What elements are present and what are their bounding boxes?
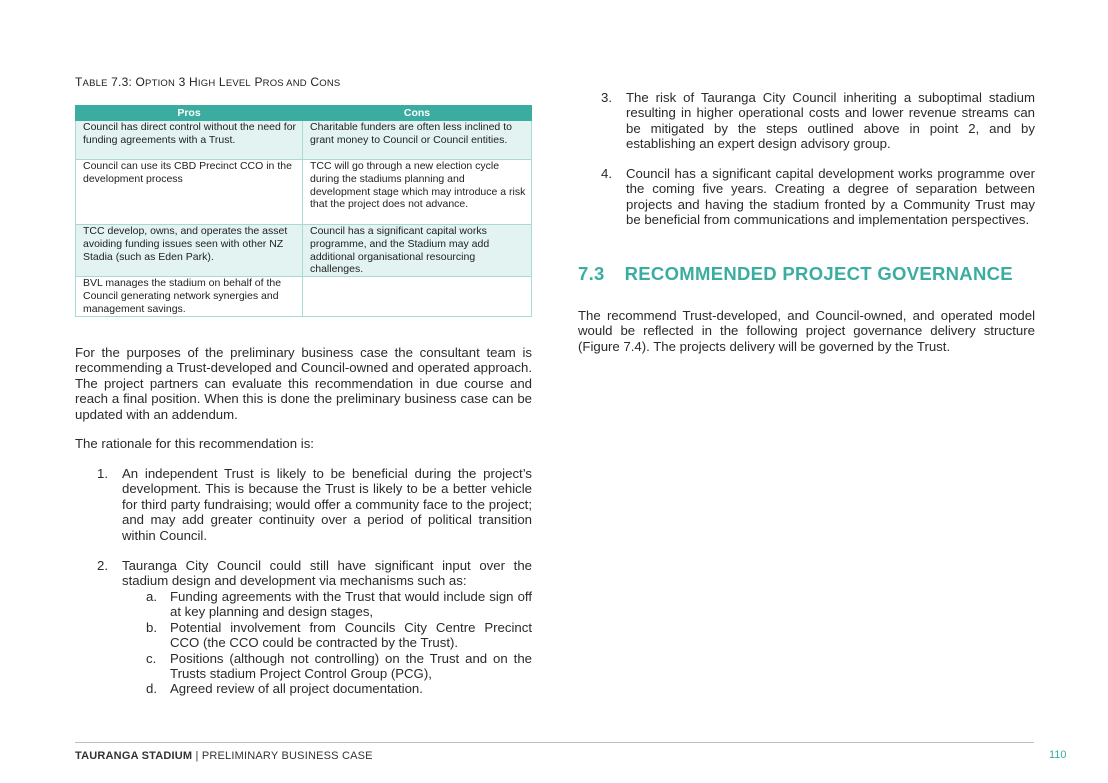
table-row [76,121,532,160]
governance-paragraph: The recommend Trust-developed, and Council-owned, and operated model would be reflected in the following project governance delivery structure (Figure 7.4). The projects delivery will be governed by the Trust. [578,308,1035,354]
list-item-text: The risk of Tauranga City Council inheriting a suboptimal stadium resulting in higher operational costs and lower revenue streams can be mitigated by the steps outlined above in point 2, and by establishing an expert design advisory group. [626,90,1035,152]
rationale-line: The rationale for this recommendation is: [75,436,314,451]
table-row [76,160,532,225]
pros-header: Pros [76,106,303,121]
footer-divider [75,742,1034,743]
table-cell: Charitable funders are often less inclined to grant money to Council or Council entities. [303,121,532,160]
intro-paragraph: For the purposes of the preliminary business case the consultant team is recommending a Trust-developed and Council-owned and operated approach. The project partners can evaluate this recommendation in due course and reach a final position. When this is done the preliminary business case can be updated with an addendum. [75,345,532,422]
table-cell: BVL manages the stadium on behalf of the Council generating network synergies and management savings. [76,277,303,316]
list-number: 2. [97,558,108,573]
sub-list [146,589,532,697]
sub-list-letter: a. [146,589,157,604]
sub-list-text: Positions (although not controlling) on the Trust and on the Trusts stadium Project Control Group (PCG), [170,650,532,682]
list-item-text: Tauranga City Council could still have significant input over the stadium design and development via mechanisms such as: [122,558,532,589]
sub-list-text: Agreed review of all project documentation. [170,681,423,697]
sub-list-item [146,651,532,682]
list-item-text: Council has a significant capital development works programme over the coming five years. Creating a degree of separation between projects and having the stadium fronted by a Community Trust may be beneficial from communications and implementation perspectives. [626,166,1035,228]
footer-title: TAURANGA STADIUM [75,750,193,762]
section-number: 7.3 [578,263,605,284]
list-number: 1. [97,466,108,481]
list-item [97,466,532,543]
sub-list-item [146,620,532,651]
list-item [601,166,1035,228]
page-number: 110 [1049,749,1067,761]
table-cell: Council can use its CBD Precinct CCO in the development process [76,160,303,225]
sub-list-letter: b. [146,619,157,635]
table-caption: TABLE 7.3: OPTION 3 HIGH LEVEL PROS AND CONS [75,75,341,89]
footer-subtitle: PRELIMINARY BUSINESS CASE [201,750,373,762]
sub-list-text: Funding agreements with the Trust that would include sign off at key planning and design stages, [170,589,532,620]
sub-list-letter: d. [146,681,157,697]
table-row [76,277,532,316]
table-cell: TCC develop, owns, and operates the asset avoiding funding issues seen with other NZ Stadia (such as Eden Park). [76,225,303,277]
pros-cons-table [75,105,532,317]
sub-list-text: Potential involvement from Councils City Centre Precinct CCO (the CCO could be contracted by the Trust). [170,619,532,651]
sub-list-item [146,589,532,620]
list-item-text: An independent Trust is likely to be beneficial during the project’s development. This is because the Trust is likely to be a better vehicle for third party fundraising; would offer a community face to the project; and may add greater continuity over a period of political transition within Council. [122,466,532,543]
section-title: RECOMMENDED PROJECT GOVERNANCE [624,263,1013,284]
sub-list-letter: c. [146,650,157,666]
table-cell: TCC will go through a new election cycle during the stadiums planning and development stage which may introduce a risk that the project does not advance. [303,160,532,225]
table-cell: Council has direct control without the need for funding agreements with a Trust. [76,121,303,160]
sub-list-item [146,681,532,696]
list-item [601,90,1035,152]
table-cell: Council has a significant capital works programme, and the Stadium may add additional organisational resourcing challenges. [303,225,532,277]
cons-header: Cons [303,106,532,121]
list-number: 3. [601,90,612,105]
table-row [76,225,532,277]
table-header-row [76,106,532,121]
section-heading [578,263,1013,285]
footer: TAURANGA STADIUM | PRELIMINARY BUSINESS CASE [75,750,373,762]
table-cell [303,277,532,316]
list-number: 4. [601,166,612,181]
list-item [97,558,532,589]
